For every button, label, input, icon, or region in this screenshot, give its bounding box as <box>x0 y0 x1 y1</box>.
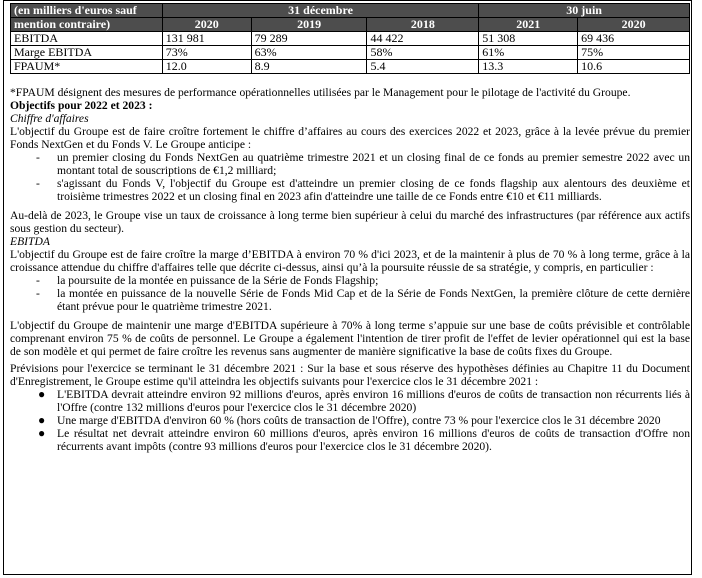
list-item-text: un premier closing du Fonds NextGen au quatrième trimestre 2021 et un closing final de ce fonds au premier semestre 2022 avec un montant total de souscriptions de €1,2 milliard; <box>57 151 690 177</box>
dash-marker: - <box>36 287 40 300</box>
cell: 73% <box>162 46 251 60</box>
list-item-text: L'EBITDA devrait atteindre environ 92 millions d'euros, après environ 16 millions d'euros de coûts de transaction non récurrents liés à l'Offre (contre 132 millions d'euros pour l'exercice clos le 31 décembre 2020) <box>57 388 690 414</box>
ebitda-margin-paragraph: L'objectif du Groupe de maintenir une marge d'EBITDA supérieure à 70% à long terme s’appuie sur une base de coûts prévisible et contrôlable comprenant environ 75 % de coûts de personnel. Le Groupe a également l'intention de tirer profit de l'effet de levier opérationnel qui est la base de son modèle et qui permet de faire croître les revenus sans augmenter de manière significative la base de coûts fixes du Groupe. <box>10 319 690 358</box>
revenue-bullets <box>10 151 690 203</box>
list-item <box>10 427 690 453</box>
cell: 8.9 <box>251 60 367 74</box>
dash-marker: - <box>36 274 40 287</box>
cell: 51 308 <box>479 32 578 46</box>
header-year: 2019 <box>251 18 367 32</box>
cell: 79 289 <box>251 32 367 46</box>
header-group-december: 31 décembre <box>162 4 479 18</box>
document-body <box>10 86 690 453</box>
row-label: Marge EBITDA <box>11 46 163 60</box>
table-row <box>11 60 690 74</box>
cell: 10.6 <box>578 60 690 74</box>
ebitda-intro: L'objectif du Groupe est de faire croître la marge d’EBITDA à environ 70 % d'ici 2023, et de la maintenir à plus de 70 % à long terme, grâce à la croissance attendue du chiffre d'affaires telle que décrite ci-dessus, ainsi qu’à la poursuite réussie de sa stratégie, y compris, en particulier : <box>10 248 690 274</box>
dash-marker: - <box>36 151 40 164</box>
revenue-long-term: Au-delà de 2023, le Groupe vise un taux de croissance à long terme bien supérieur à celui du marché des infrastructures (par référence aux actifs sous gestion du secteur). <box>10 209 690 235</box>
list-item <box>10 287 690 313</box>
dash-marker: - <box>36 177 40 190</box>
cell: 75% <box>578 46 690 60</box>
list-item-text: Une marge d'EBITDA d'environ 60 % (hors coûts de transaction de l'Offre), contre 73 % pour l'exercice clos le 31 décembre 2020 <box>57 414 661 427</box>
section-title-ebitda: EBITDA <box>10 235 50 248</box>
objectives-heading: Objectifs pour 2022 et 2023 : <box>10 99 153 112</box>
bullet-dot-icon: ● <box>38 387 46 401</box>
section-title-revenue: Chiffre d'affaires <box>10 112 89 125</box>
revenue-intro: L'objectif du Groupe est de faire croître fortement le chiffre d’affaires au cours des exercices 2022 et 2023, grâce à la levée prévue du premier Fonds NextGen et du Fonds V. Le Groupe anticipe : <box>10 125 690 151</box>
list-item <box>10 151 690 177</box>
cell: 131 981 <box>162 32 251 46</box>
table-footnote: *FPAUM désignent des mesures de performance opérationnelles utilisées par le Management pour le pilotage de l'activité du Groupe. <box>10 86 631 99</box>
row-label: FPAUM* <box>11 60 163 74</box>
cell: 13.3 <box>479 60 578 74</box>
ebitda-bullets <box>10 274 690 313</box>
header-year: 2020 <box>578 18 690 32</box>
table-row <box>11 46 690 60</box>
cell: 58% <box>367 46 479 60</box>
header-group-june: 30 juin <box>479 4 690 18</box>
forecast-bullets <box>10 388 690 453</box>
list-item <box>10 274 690 287</box>
forecast-intro: Prévisions pour l'exercice se terminant le 31 décembre 2021 : Sur la base et sous réserve des hypothèses définies au Chapitre 11 du Document d'Enregistrement, le Groupe estime qu'il atteindra les objectifs suivants pour l'exercice clos le 31 décembre 2021 : <box>10 362 690 388</box>
row-label: EBITDA <box>11 32 163 46</box>
list-item-text: la montée en puissance de la nouvelle Série de Fonds Mid Cap et de la Série de Fonds NextGen, la première clôture de cette dernière étant prévue pour le quatrième trimestre 2021. <box>57 287 690 313</box>
kpi-table <box>10 3 690 74</box>
header-year: 2018 <box>367 18 479 32</box>
bullet-dot-icon: ● <box>38 413 46 427</box>
header-label-line2: mention contraire) <box>11 18 163 32</box>
table-header-row-2 <box>11 18 690 32</box>
header-year: 2020 <box>162 18 251 32</box>
header-year: 2021 <box>479 18 578 32</box>
cell: 12.0 <box>162 60 251 74</box>
cell: 5.4 <box>367 60 479 74</box>
cell: 44 422 <box>367 32 479 46</box>
cell: 69 436 <box>578 32 690 46</box>
cell: 63% <box>251 46 367 60</box>
bullet-dot-icon: ● <box>38 426 46 440</box>
header-label-line1: (en milliers d'euros sauf <box>11 4 163 18</box>
table-header-row-1 <box>11 4 690 18</box>
list-item <box>10 177 690 203</box>
list-item <box>10 388 690 414</box>
list-item-text: la poursuite de la montée en puissance de la Série de Fonds Flagship; <box>57 274 379 287</box>
cell: 61% <box>479 46 578 60</box>
table-row <box>11 32 690 46</box>
list-item-text: s'agissant du Fonds V, l'objectif du Groupe est d'atteindre un premier closing de ce fonds flagship aux alentours des deuxième et troisième trimestres 2022 et un closing final en 2023 afin d'atteindre une taille de ce Fonds entre €10 et €11 milliards. <box>57 177 690 203</box>
list-item-text: Le résultat net devrait atteindre environ 60 millions d'euros, après environ 16 millions d'euros de coûts de transaction d'Offre non récurrents avant impôts (contre 93 millions d'euros pour l'exercice clos le 31 décembre 2020). <box>57 427 690 453</box>
list-item <box>10 414 690 427</box>
